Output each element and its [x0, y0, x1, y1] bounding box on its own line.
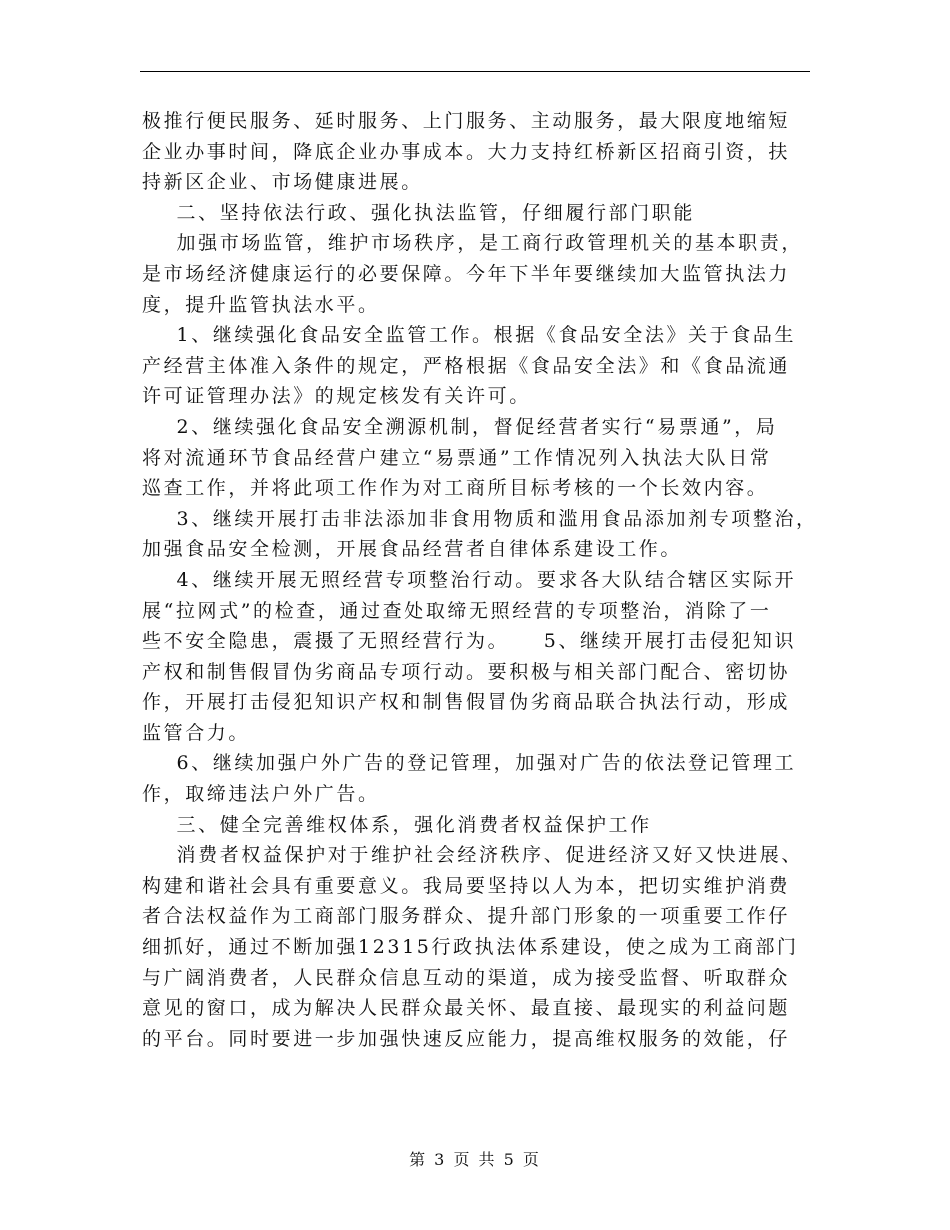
- text-line: 作，开展打击侵犯知识产权和制售假冒伪劣商品联合执法行动，形成: [142, 691, 791, 714]
- text-line: 监管合力。: [142, 721, 251, 744]
- text-line: 些不安全隐患，震摄了无照经营行为。 5、继续开展打击侵犯知识: [142, 630, 797, 653]
- text-line: 与广阔消费者，人民群众信息互动的渠道，成为接受监督、听取群众: [142, 966, 791, 989]
- header-rule: [140, 71, 810, 72]
- text-line: 作，取缔违法户外广告。: [142, 783, 380, 806]
- text-line: 展“拉网式”的检查，通过查处取缔无照经营的专项整治，消除了一: [142, 599, 772, 622]
- text-line: 3、继续开展打击非法添加非食用物质和滥用食品添加剂专项整治，: [142, 507, 818, 530]
- text-line: 意见的窗口，成为解决人民群众最关怀、最直接、最现实的利益问题: [142, 997, 791, 1020]
- text-line: 将对流通环节食品经营户建立“易票通”工作情况列入执法大队日常: [142, 446, 772, 469]
- text-line: 1、继续强化食品安全监管工作。根据《食品安全法》关于食品生: [142, 324, 797, 347]
- text-line: 的平台。同时要进一步加强快速反应能力，提高维权服务的效能，仔: [142, 1027, 791, 1050]
- text-line: 6、继续加强户外广告的登记管理，加强对广告的依法登记管理工: [142, 752, 797, 775]
- text-line: 产经营主体准入条件的规定，严格根据《食品安全法》和《食品流通: [142, 354, 791, 377]
- document-body: [142, 106, 818, 1054]
- text-line: 2、继续强化食品安全溯源机制，督促经营者实行“易票通”，局: [142, 415, 778, 438]
- text-line: 产权和制售假冒伪劣商品专项行动。要积极与相关部门配合、密切协: [142, 660, 791, 683]
- text-line: 许可证管理办法》的规定核发有关许可。: [142, 385, 531, 408]
- text-line: 消费者权益保护对于维护社会经济秩序、促进经济又好又快进展、: [142, 844, 803, 867]
- text-line: 持新区企业、市场健康进展。: [142, 171, 423, 194]
- text-line: 是市场经济健康运行的必要保障。今年下半年要继续加大监管执法力: [142, 262, 791, 285]
- text-line: 加强市场监管，维护市场秩序，是工商行政管理机关的基本职责，: [142, 232, 803, 255]
- text-line: 度，提升监管执法水平。: [142, 293, 380, 316]
- text-line: 二、坚持依法行政、强化执法监管，仔细履行部门职能: [142, 201, 695, 224]
- text-line: 4、继续开展无照经营专项整治行动。要求各大队结合辖区实际开: [142, 568, 797, 591]
- text-line: 巡查工作，并将此项工作作为对工商所目标考核的一个长效内容。: [142, 477, 769, 500]
- text-line: 三、健全完善维权体系，强化消费者权益保护工作: [142, 813, 652, 836]
- text-line: 构建和谐社会具有重要意义。我局要坚持以人为本，把切实维护消费: [142, 874, 791, 897]
- text-line: 加强食品安全检测，开展食品经营者自律体系建设工作。: [142, 538, 683, 561]
- text-line: 细抓好，通过不断加强12315行政执法体系建设，使之成为工商部门: [142, 936, 799, 959]
- text-line: 极推行便民服务、延时服务、上门服务、主动服务，最大限度地缩短: [142, 110, 791, 132]
- text-line: 企业办事时间，降底企业办事成本。大力支持红桥新区招商引资，扶: [142, 140, 791, 163]
- page-footer: 第 3 页 共 5 页: [409, 1150, 541, 1169]
- text-line: 者合法权益作为工商部门服务群众、提升部门形象的一项重要工作仔: [142, 905, 791, 928]
